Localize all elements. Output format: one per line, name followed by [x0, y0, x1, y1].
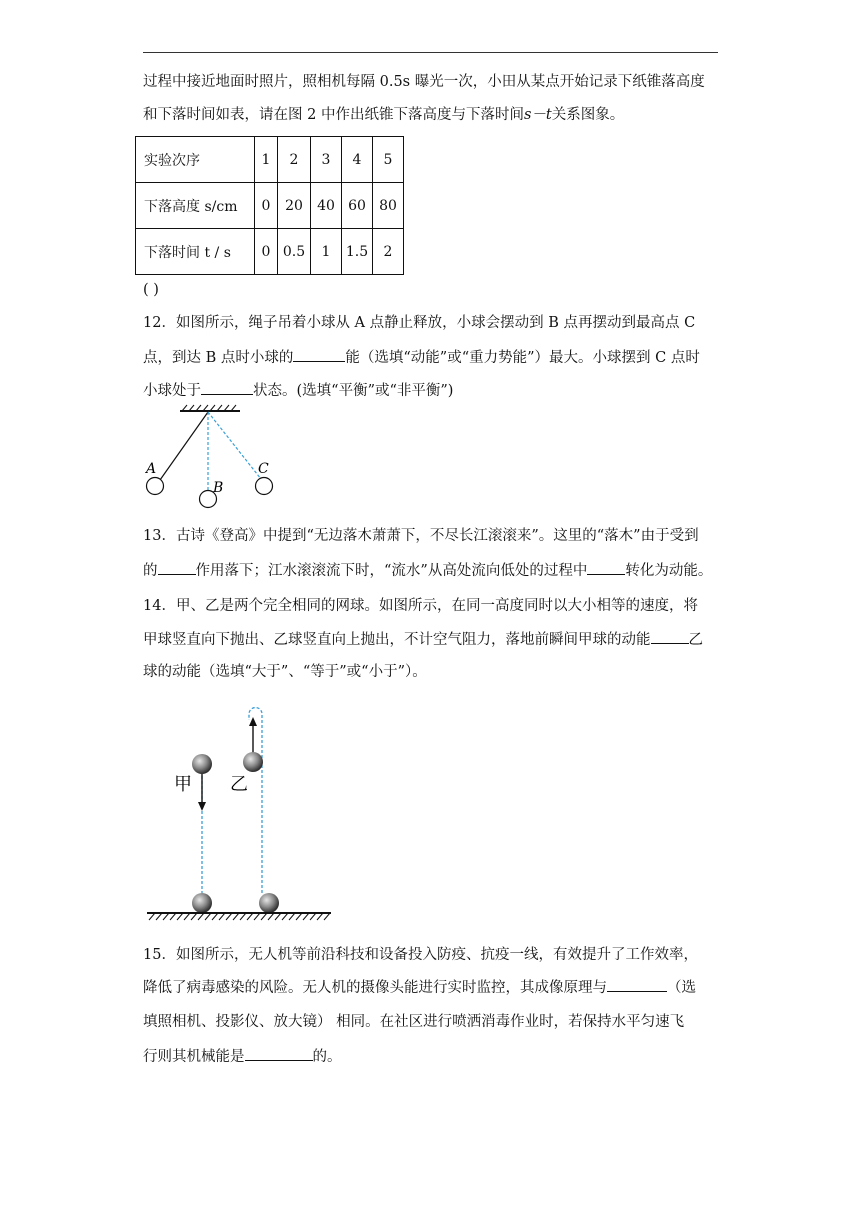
q12-line-2: 点，到达 B 点时小球的 能（选填“动能”或“重力势能”）最大。小球摆到 C 点时	[143, 347, 700, 368]
table-cell: 60	[342, 183, 373, 229]
ball-yi-ground	[259, 893, 279, 913]
q12-line-1: 12．如图所示，绳子吊着小球从 A 点静止释放，小球会摆动到 B 点再摆动到最高点 C	[143, 315, 696, 331]
label-a: A	[146, 461, 157, 477]
answer-paren: ( )	[143, 282, 159, 298]
table-cell: 0.5	[278, 229, 311, 275]
q15-line-2: 降低了病毒感染的风险。无人机的摄像头能进行实时监控，其成像原理与 （选	[143, 977, 696, 998]
table-cell: 实验次序	[136, 137, 255, 183]
table-cell: 0	[255, 229, 278, 275]
table-cell: 下落时间 t / s	[136, 229, 255, 275]
q11-line-1: 过程中接近地面时照片，照相机每隔 0.5s 曝光一次，小田从某点开始记录下纸锥落高度	[143, 74, 705, 90]
ball-a	[147, 478, 164, 495]
yi-path	[249, 708, 262, 894]
q15-line-3: 填照相机、投影仪、放大镜） 相同。在社区进行喷洒消毒作业时，若保持水平匀速飞	[143, 1014, 685, 1030]
answer-blank[interactable]	[587, 560, 625, 575]
q15-line-4: 行则其机械能是 的。	[143, 1046, 342, 1067]
table-cell: 2	[373, 229, 404, 275]
label-b: B	[213, 480, 224, 496]
answer-blank[interactable]	[245, 1046, 313, 1061]
q12-line-3: 小球处于 状态。(选填“平衡”或“非平衡”)	[143, 380, 453, 401]
table-row	[136, 183, 404, 229]
ball-jia	[192, 754, 212, 774]
rope-c	[208, 412, 261, 479]
label-c: C	[258, 461, 269, 477]
pendulum-figure	[140, 405, 280, 500]
q14-line-2: 甲球竖直向下抛出、乙球竖直向上抛出，不计空气阻力，落地前瞬间甲球的动能 乙	[143, 629, 703, 650]
table-cell: 下落高度 s/cm	[136, 183, 255, 229]
table-cell: 1	[311, 229, 342, 275]
answer-blank[interactable]	[651, 629, 689, 644]
ball-c	[256, 478, 273, 495]
answer-blank[interactable]	[607, 977, 667, 992]
table-cell: 20	[278, 183, 311, 229]
up-arrowhead	[249, 717, 257, 726]
answer-blank[interactable]	[158, 560, 196, 575]
answer-blank[interactable]	[201, 380, 253, 395]
ground-hatch	[149, 913, 330, 920]
table-cell: 0	[255, 183, 278, 229]
table-cell: 1.5	[342, 229, 373, 275]
q14-line-1: 14．甲、乙是两个完全相同的网球。如图所示，在同一高度同时以大小相等的速度，将	[143, 598, 698, 614]
header-rule	[143, 52, 718, 53]
table-cell: 4	[342, 137, 373, 183]
table-cell: 2	[278, 137, 311, 183]
q14-line-3: 球的动能（选填“大于”、“等于”或“小于”）。	[143, 664, 427, 680]
table-cell: 1	[255, 137, 278, 183]
table-cell: 80	[373, 183, 404, 229]
rope-a	[160, 412, 208, 480]
q13-line-2: 的 作用落下；江水滚滚流下时，“流水”从高处流向低处的过程中 转化为动能。	[143, 560, 712, 581]
down-arrowhead	[198, 802, 206, 811]
label-jia: 甲	[174, 774, 192, 795]
ball-yi	[243, 752, 263, 772]
q11-line-2: 和下落时间如表，请在图 2 中作出纸锥下落高度与下落时间s－t关系图象。	[143, 107, 625, 123]
ball-jia-ground	[192, 893, 212, 913]
label-yi: 乙	[230, 774, 248, 795]
table-cell: 40	[311, 183, 342, 229]
table-row	[136, 137, 404, 183]
table-cell: 3	[311, 137, 342, 183]
q13-line-1: 13．古诗《登高》中提到“无边落木萧萧下，不尽长江滚滚来”。这里的“落木”由于受到	[143, 528, 699, 544]
q15-line-1: 15．如图所示，无人机等前沿科技和设备投入防疫、抗疫一线，有效提升了工作效率，	[143, 947, 698, 963]
data-table	[135, 136, 404, 275]
table-cell: 5	[373, 137, 404, 183]
table-row	[136, 229, 404, 275]
tennis-ball-figure	[145, 700, 340, 925]
answer-blank[interactable]	[293, 347, 345, 362]
